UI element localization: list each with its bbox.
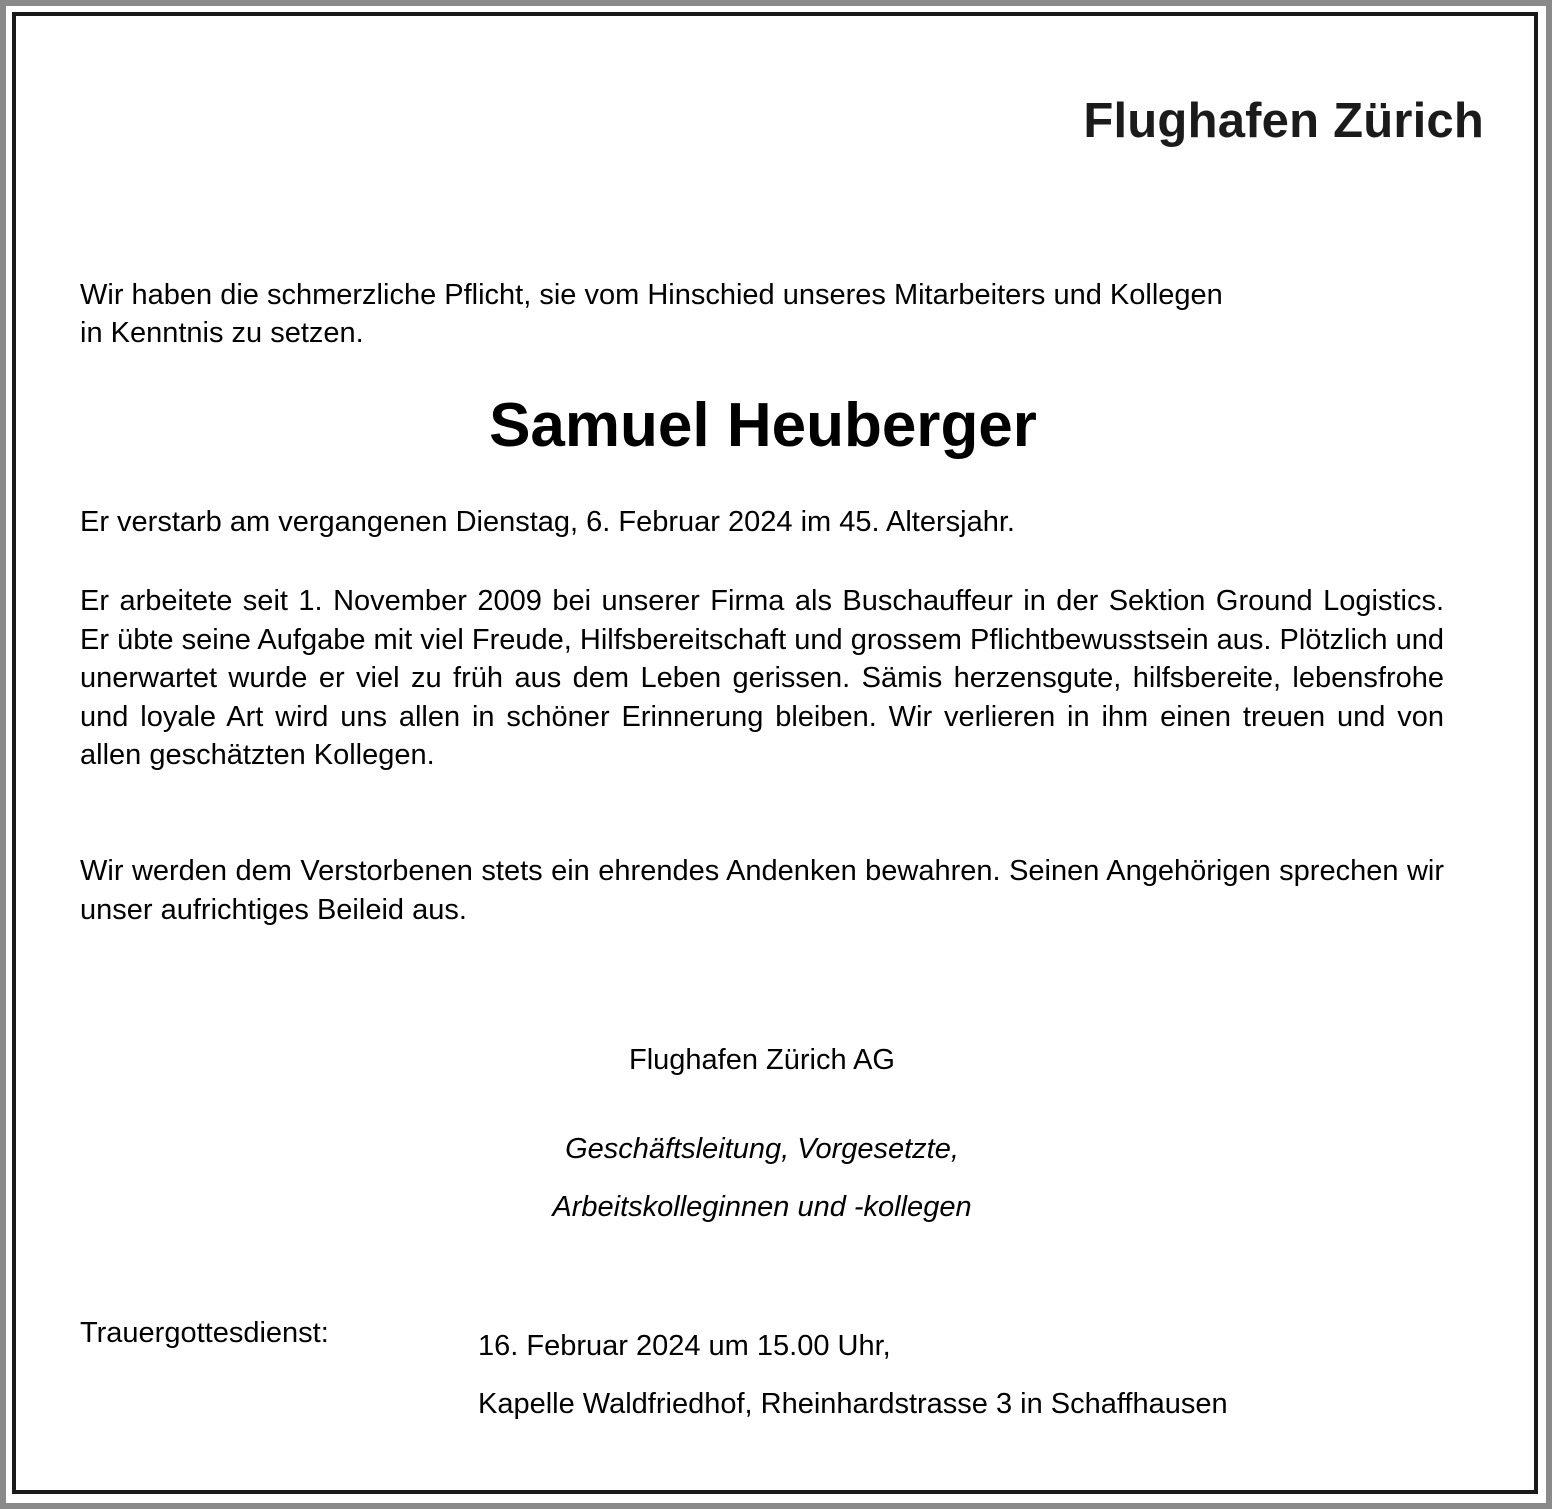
signature-company: Flughafen Zürich AG (629, 1044, 895, 1076)
service-details (478, 1317, 1228, 1433)
signers-line-1: Geschäftsleitung, Vorgesetzte, (565, 1133, 959, 1165)
intro-line-1: Wir haben die schmerzliche Pflicht, sie vom Hinschied unseres Mitarbeiters und Kollegen (80, 279, 1223, 311)
service-location: Kapelle Waldfriedhof, Rheinhardstrasse 3 in Schaffhausen (478, 1388, 1228, 1420)
career-paragraph: Er arbeitete seit 1. November 2009 bei unserer Firma als Buschauffeur in der Sektion Ground Logistics. Er übte seine Aufgabe mit viel Freude, Hilfsbereitschaft und grossem Pflichtbewusstsein aus. Plötzlich und unerwartet wurde er viel zu früh aus dem Leben gerissen. Sämis herzensgute, hilfsbereite, lebensfrohe und loyale Art wird uns allen in schöner Erinnerung bleiben. Wir verlieren in ihm einen treuen und von allen geschätzten Kollegen. (80, 585, 1444, 772)
company-logo: Flughafen Zürich (1083, 94, 1484, 148)
service-date-time: 16. Februar 2024 um 15.00 Uhr, (478, 1330, 891, 1362)
deceased-name: Samuel Heuberger (489, 391, 1037, 460)
service-label: Trauergottesdienst: (80, 1317, 329, 1349)
signers-line-2: Arbeitskolleginnen und -kollegen (552, 1191, 972, 1223)
signature-signers (0, 1120, 1524, 1236)
death-notice: Er verstarb am vergangenen Dienstag, 6. Februar 2024 im 45. Altersjahr. (80, 506, 1015, 538)
intro-text (80, 276, 1480, 352)
closing-paragraph: Wir werden dem Verstorbenen stets ein ehrendes Andenken bewahren. Seinen Angehörigen sprechen wir unser aufrichtiges Beileid aus. (80, 855, 1444, 926)
intro-line-2: in Kenntnis zu setzen. (80, 317, 364, 349)
